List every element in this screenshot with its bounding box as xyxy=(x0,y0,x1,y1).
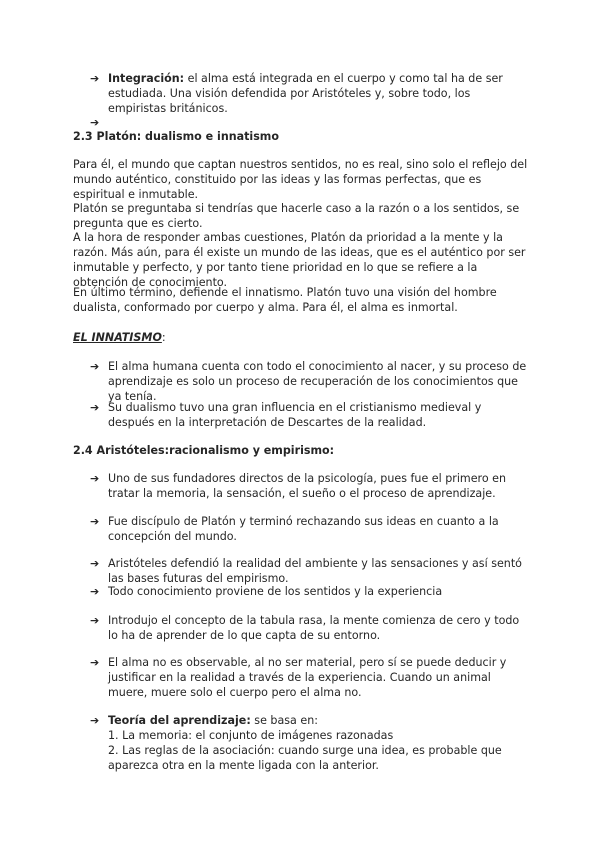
aristoteles-bullet-6: El alma no es observable, al no ser material, pero sí se puede deducir y justificar en la realidad a través de la experiencia. Cuando un animal muere, muere solo el cuerpo pero el alma no. xyxy=(108,656,507,699)
arrow-bullet-icon: ➔ xyxy=(90,515,100,528)
teoria-label: Teoría del aprendizaje: xyxy=(108,714,251,727)
integracion-bullet xyxy=(108,72,528,117)
section-2-3-heading: 2.3 Platón: dualismo e innatismo xyxy=(73,130,279,143)
arrow-bullet-icon: ➔ xyxy=(90,557,100,570)
platon-paragraph-3: A la hora de responder ambas cuestiones, Platón da prioridad a la mente y la razón. Más aún, para él existe un mundo de las ideas, que es el auténtico por ser inmutable y perfecto, y por tanto tiene prioridad en lo que se refiere a la obtención de conocimiento. xyxy=(73,231,526,289)
aristoteles-bullet-2: Fue discípulo de Platón y terminó rechazando sus ideas en cuanto a la concepción del mundo. xyxy=(108,515,499,543)
arrow-bullet-icon: ➔ xyxy=(90,401,100,414)
arrow-bullet-icon: ➔ xyxy=(90,714,100,727)
teoria-text: se basa en: xyxy=(250,714,318,727)
arrow-bullet-icon: ➔ xyxy=(90,72,100,85)
aristoteles-bullet-3: Aristóteles defendió la realidad del ambiente y las sensaciones y así sentó las bases futuras del empirismo. xyxy=(108,557,522,585)
integracion-label: Integración: xyxy=(108,72,185,85)
integracion-text: el alma está integrada en el cuerpo y como tal ha de ser estudiada. Una visión defendida por Aristóteles y, sobre todo, los empiristas británicos. xyxy=(108,72,503,115)
teoria-item-1: 1. La memoria: el conjunto de imágenes razonadas xyxy=(108,728,394,742)
platon-paragraph-1: Para él, el mundo que captan nuestros sentidos, no es real, sino solo el reflejo del mundo auténtico, constituido por las ideas y las formas perfectas, que es espiritual e inmutable. xyxy=(73,158,528,201)
innatismo-bullet-1: El alma humana cuenta con todo el conocimiento al nacer, y su proceso de aprendizaje es solo un proceso de recuperación de los conocimientos que ya tenía. xyxy=(108,360,527,403)
arrow-bullet-icon: ➔ xyxy=(90,472,100,485)
aristoteles-bullet-1: Uno de sus fundadores directos de la psicología, pues fue el primero en tratar la memoria, la sensación, el sueño o el proceso de aprendizaje. xyxy=(108,472,507,500)
arrow-bullet-icon: ➔ xyxy=(90,656,100,669)
aristoteles-bullet-4: Todo conocimiento proviene de los sentidos y la experiencia xyxy=(108,585,443,598)
teoria-heading xyxy=(108,714,538,729)
arrow-bullet-icon: ➔ xyxy=(90,116,100,129)
teoria-item-2: 2. Las reglas de la asociación: cuando surge una idea, es probable que aparezca otra en la mente ligada con la anterior. xyxy=(108,743,502,772)
innatismo-bullet-2: Su dualismo tuvo una gran influencia en el cristianismo medieval y después en la interpretación de Descartes de la realidad. xyxy=(108,401,482,429)
innatismo-title-text: EL INNATISMO xyxy=(73,331,162,344)
section-2-4-heading: 2.4 Aristóteles:racionalismo y empirismo: xyxy=(73,444,335,457)
aristoteles-bullet-5: Introdujo el concepto de la tabula rasa, la mente comienza de cero y todo lo ha de aprender de lo que capta de su entorno. xyxy=(108,614,520,642)
innatismo-title xyxy=(73,331,166,345)
platon-paragraph-4: En último término, defiende el innatismo. Platón tuvo una visión del hombre dualista, conformado por cuerpo y alma. Para él, el alma es inmortal. xyxy=(73,286,497,314)
arrow-bullet-icon: ➔ xyxy=(90,614,100,627)
innatismo-colon: : xyxy=(161,331,166,344)
teoria-bullet xyxy=(108,714,538,774)
arrow-bullet-icon: ➔ xyxy=(90,585,100,598)
platon-paragraph-2: Platón se preguntaba si tendrías que hacerle caso a la razón o a los sentidos, se pregunta que es cierto. xyxy=(73,202,520,230)
arrow-bullet-icon: ➔ xyxy=(90,360,100,373)
